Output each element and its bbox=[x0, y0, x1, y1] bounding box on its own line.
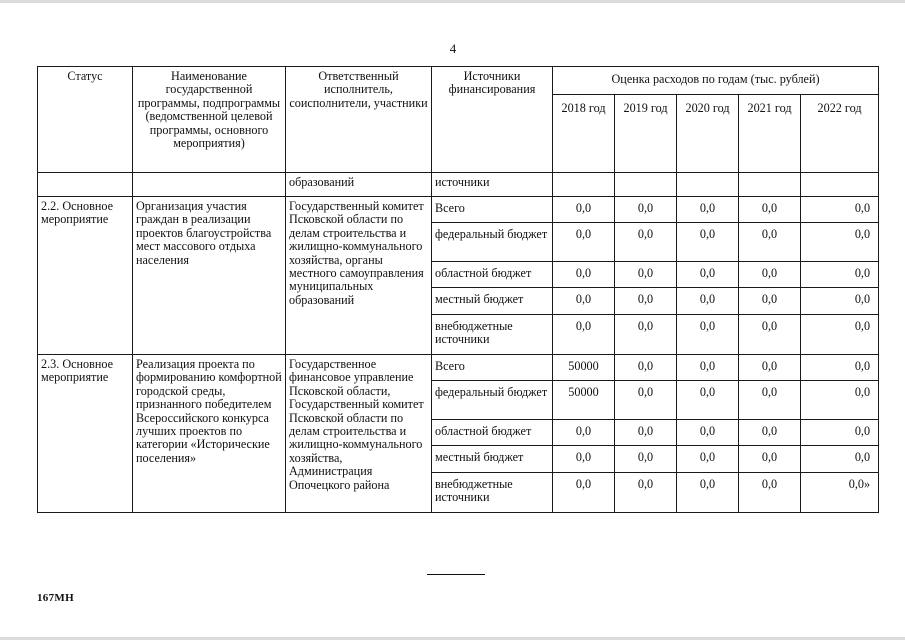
measure-status: 2.2. Основное мероприятие bbox=[38, 197, 133, 355]
funding-source: местный бюджет bbox=[432, 288, 553, 315]
expense-value: 0,0 bbox=[615, 355, 677, 381]
funding-source: областной бюджет bbox=[432, 262, 553, 288]
expense-value: 0,0 bbox=[615, 446, 677, 473]
expense-value: 0,0 bbox=[801, 262, 879, 288]
continuation-cell bbox=[553, 173, 615, 197]
continuation-cell bbox=[677, 173, 739, 197]
funding-source: федеральный бюджет bbox=[432, 223, 553, 262]
expense-value: 0,0 bbox=[553, 315, 615, 355]
expense-value: 0,0 bbox=[677, 197, 739, 223]
expense-value: 0,0 bbox=[677, 288, 739, 315]
expense-value: 0,0 bbox=[801, 355, 879, 381]
footnote-rule bbox=[427, 574, 485, 575]
funding-source: местный бюджет bbox=[432, 446, 553, 473]
expense-value: 0,0 bbox=[739, 355, 801, 381]
header-expenses: Оценка расходов по годам (тыс. рублей) bbox=[553, 67, 879, 95]
table-row bbox=[38, 355, 879, 381]
expense-value: 0,0 bbox=[801, 446, 879, 473]
expense-value: 50000 bbox=[553, 355, 615, 381]
measure-status: 2.3. Основное мероприятие bbox=[38, 355, 133, 513]
expense-value: 0,0 bbox=[739, 223, 801, 262]
expense-value: 50000 bbox=[553, 381, 615, 420]
expense-value: 0,0 bbox=[677, 262, 739, 288]
table-row bbox=[38, 197, 879, 223]
measure-responsible: Государственное финансовое управление Псковской области, Государственный комитет Псковской области по делам строительства и жилищно-коммунального хозяйства, Администрация Опочецкого района bbox=[286, 355, 432, 513]
header-year: 2022 год bbox=[801, 95, 879, 173]
header-responsible: Ответственный исполнитель, соисполнители, участники bbox=[286, 67, 432, 173]
expenses-table bbox=[37, 66, 879, 513]
expense-value: 0,0 bbox=[677, 446, 739, 473]
expense-value: 0,0 bbox=[553, 197, 615, 223]
continuation-source: источники bbox=[432, 173, 553, 197]
expense-value: 0,0 bbox=[739, 381, 801, 420]
funding-source: федеральный бюджет bbox=[432, 381, 553, 420]
expense-value: 0,0 bbox=[677, 315, 739, 355]
expense-value: 0,0 bbox=[553, 446, 615, 473]
page-number: 4 bbox=[449, 41, 457, 56]
expense-value: 0,0 bbox=[615, 315, 677, 355]
expense-value: 0,0 bbox=[739, 288, 801, 315]
expense-value: 0,0 bbox=[801, 223, 879, 262]
continuation-cell bbox=[739, 173, 801, 197]
expense-value: 0,0 bbox=[739, 197, 801, 223]
header-year: 2020 год bbox=[677, 95, 739, 173]
expense-value: 0,0 bbox=[801, 420, 879, 446]
expense-value: 0,0 bbox=[615, 197, 677, 223]
header-sources: Источники финансирования bbox=[432, 67, 553, 173]
scan-edge-top bbox=[0, 0, 905, 3]
expense-value: 0,0 bbox=[615, 381, 677, 420]
expense-value: 0,0 bbox=[801, 197, 879, 223]
expense-value: 0,0 bbox=[615, 473, 677, 513]
expense-value: 0,0 bbox=[615, 262, 677, 288]
expense-value: 0,0 bbox=[739, 420, 801, 446]
measure-name: Реализация проекта по формированию комфортной городской среды, признанного победителем Всероссийского конкурса лучших проектов по категории «Исторические поселения» bbox=[133, 355, 286, 513]
expense-value: 0,0 bbox=[615, 223, 677, 262]
funding-source: Всего bbox=[432, 355, 553, 381]
expense-value: 0,0 bbox=[801, 381, 879, 420]
continuation-cell bbox=[38, 173, 133, 197]
expense-value: 0,0 bbox=[739, 473, 801, 513]
expense-value: 0,0 bbox=[553, 223, 615, 262]
header-name: Наименование государственной программы, подпрограммы (ведомственной целевой программы, основного мероприятия) bbox=[133, 67, 286, 173]
funding-source: областной бюджет bbox=[432, 420, 553, 446]
expense-value: 0,0 bbox=[677, 355, 739, 381]
expense-value: 0,0 bbox=[677, 420, 739, 446]
expense-value: 0,0 bbox=[553, 420, 615, 446]
header-year: 2021 год bbox=[739, 95, 801, 173]
continuation-cell bbox=[615, 173, 677, 197]
expense-value: 0,0 bbox=[677, 381, 739, 420]
header-status: Статус bbox=[38, 67, 133, 173]
expense-value: 0,0 bbox=[677, 223, 739, 262]
measure-responsible: Государственный комитет Псковской области по делам строительства и жилищно-коммунального хозяйства, органы местного самоуправления муниципальных образований bbox=[286, 197, 432, 355]
funding-source: внебюджетные источники bbox=[432, 315, 553, 355]
expense-value: 0,0 bbox=[677, 473, 739, 513]
measure-name: Организация участия граждан в реализации проектов благоустройства мест массового отдыха населения bbox=[133, 197, 286, 355]
expense-value: 0,0 bbox=[615, 420, 677, 446]
expense-value: 0,0 bbox=[553, 262, 615, 288]
header-year: 2018 год bbox=[553, 95, 615, 173]
expense-value: 0,0 bbox=[739, 315, 801, 355]
document-code: 167МН bbox=[37, 592, 74, 604]
header-year: 2019 год bbox=[615, 95, 677, 173]
expense-value: 0,0 bbox=[553, 288, 615, 315]
expense-value: 0,0 bbox=[801, 315, 879, 355]
continuation-cell bbox=[133, 173, 286, 197]
funding-source: внебюджетные источники bbox=[432, 473, 553, 513]
expense-value: 0,0» bbox=[801, 473, 879, 513]
continuation-cell bbox=[801, 173, 879, 197]
expense-value: 0,0 bbox=[739, 446, 801, 473]
expense-value: 0,0 bbox=[739, 262, 801, 288]
expense-value: 0,0 bbox=[615, 288, 677, 315]
continuation-responsible: образований bbox=[286, 173, 432, 197]
funding-source: Всего bbox=[432, 197, 553, 223]
expense-value: 0,0 bbox=[553, 473, 615, 513]
expense-value: 0,0 bbox=[801, 288, 879, 315]
